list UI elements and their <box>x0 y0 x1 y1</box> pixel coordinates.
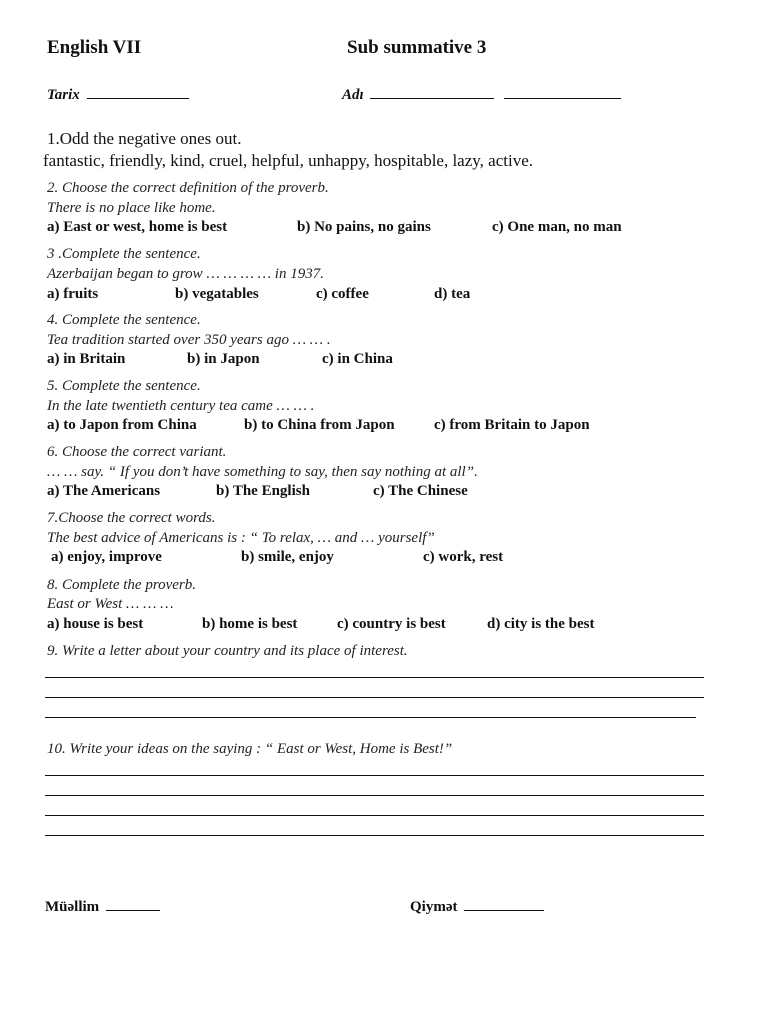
q1-prompt: 1.Odd the negative ones out. <box>47 129 242 148</box>
q9-answer-line-3[interactable] <box>45 717 696 718</box>
q3-option-c[interactable]: c) coffee <box>316 286 369 302</box>
name-field <box>342 86 621 104</box>
q3-option-b[interactable]: b) vegatables <box>175 286 259 302</box>
name-label: Adı <box>342 87 364 103</box>
q5-option-a[interactable]: a) to Japon from China <box>47 417 197 433</box>
q4-text: Tea tradition started over 350 years ago … … . <box>47 332 331 348</box>
subject-title: English VII <box>47 37 142 58</box>
q5-option-c[interactable]: c) from Britain to Japon <box>434 417 590 433</box>
grade-blank[interactable] <box>464 898 544 911</box>
test-title: Sub summative 3 <box>347 37 487 58</box>
q2-prompt: 2. Choose the correct definition of the proverb. <box>47 180 329 196</box>
q10-answer-line-2[interactable] <box>45 795 704 796</box>
name-blank-1[interactable] <box>370 86 494 99</box>
q2-option-b[interactable]: b) No pains, no gains <box>297 219 431 235</box>
teacher-label: Müəllim <box>45 899 100 915</box>
q7-option-a[interactable]: a) enjoy, improve <box>51 549 162 565</box>
q4-option-c[interactable]: c) in China <box>322 351 393 367</box>
q10-prompt: 10. Write your ideas on the saying : “ East or West, Home is Best!” <box>47 741 453 757</box>
q8-option-d[interactable]: d) city is the best <box>487 616 595 632</box>
q6-prompt: 6. Choose the correct variant. <box>47 444 227 460</box>
q5-option-b[interactable]: b) to China from Japon <box>244 417 395 433</box>
q2-option-c[interactable]: c) One man, no man <box>492 219 622 235</box>
grade-field <box>410 898 544 916</box>
q2-text: There is no place like home. <box>47 200 216 216</box>
q8-text: East or West … … … <box>47 596 174 612</box>
q3-option-d[interactable]: d) tea <box>434 286 471 302</box>
q7-option-c[interactable]: c) work, rest <box>423 549 504 565</box>
q8-option-a[interactable]: a) house is best <box>47 616 144 632</box>
q3-text: Azerbaijan began to grow … … … … in 1937. <box>47 266 324 282</box>
q8-option-c[interactable]: c) country is best <box>337 616 446 632</box>
date-label: Tarix <box>47 87 80 103</box>
name-blank-2[interactable] <box>504 86 621 99</box>
q8-option-b[interactable]: b) home is best <box>202 616 298 632</box>
q6-text: … … say. “ If you don’t have something to say, then say nothing at all”. <box>47 464 478 480</box>
teacher-field <box>45 898 160 916</box>
date-blank[interactable] <box>87 86 189 99</box>
q7-text: The best advice of Americans is : “ To relax, … and … yourself” <box>47 530 435 546</box>
q3-option-a[interactable]: a) fruits <box>47 286 99 302</box>
teacher-blank[interactable] <box>106 898 160 911</box>
q9-answer-line-2[interactable] <box>45 697 704 698</box>
q4-option-a[interactable]: a) in Britain <box>47 351 126 367</box>
q6-option-a[interactable]: a) The Americans <box>47 483 161 499</box>
q3-prompt: 3 .Complete the sentence. <box>47 246 201 262</box>
q9-answer-line-1[interactable] <box>45 677 704 678</box>
q10-answer-line-1[interactable] <box>45 775 704 776</box>
q8-prompt: 8. Complete the proverb. <box>47 577 196 593</box>
q7-prompt: 7.Choose the correct words. <box>47 510 216 526</box>
q10-answer-line-3[interactable] <box>45 815 704 816</box>
q6-option-c[interactable]: c) The Chinese <box>373 483 468 499</box>
q4-option-b[interactable]: b) in Japon <box>187 351 260 367</box>
date-field <box>47 86 189 104</box>
q10-answer-line-4[interactable] <box>45 835 704 836</box>
q9-prompt: 9. Write a letter about your country and its place of interest. <box>47 643 408 659</box>
q5-prompt: 5. Complete the sentence. <box>47 378 201 394</box>
q4-prompt: 4. Complete the sentence. <box>47 312 201 328</box>
q6-option-b[interactable]: b) The English <box>216 483 310 499</box>
q2-option-a[interactable]: a) East or west, home is best <box>47 219 228 235</box>
grade-label: Qiymət <box>410 899 458 915</box>
q7-option-b[interactable]: b) smile, enjoy <box>241 549 334 565</box>
q1-words: fantastic, friendly, kind, cruel, helpful, unhappy, hospitable, lazy, active. <box>43 151 534 170</box>
q5-text: In the late twentieth century tea came … … . <box>47 398 315 414</box>
